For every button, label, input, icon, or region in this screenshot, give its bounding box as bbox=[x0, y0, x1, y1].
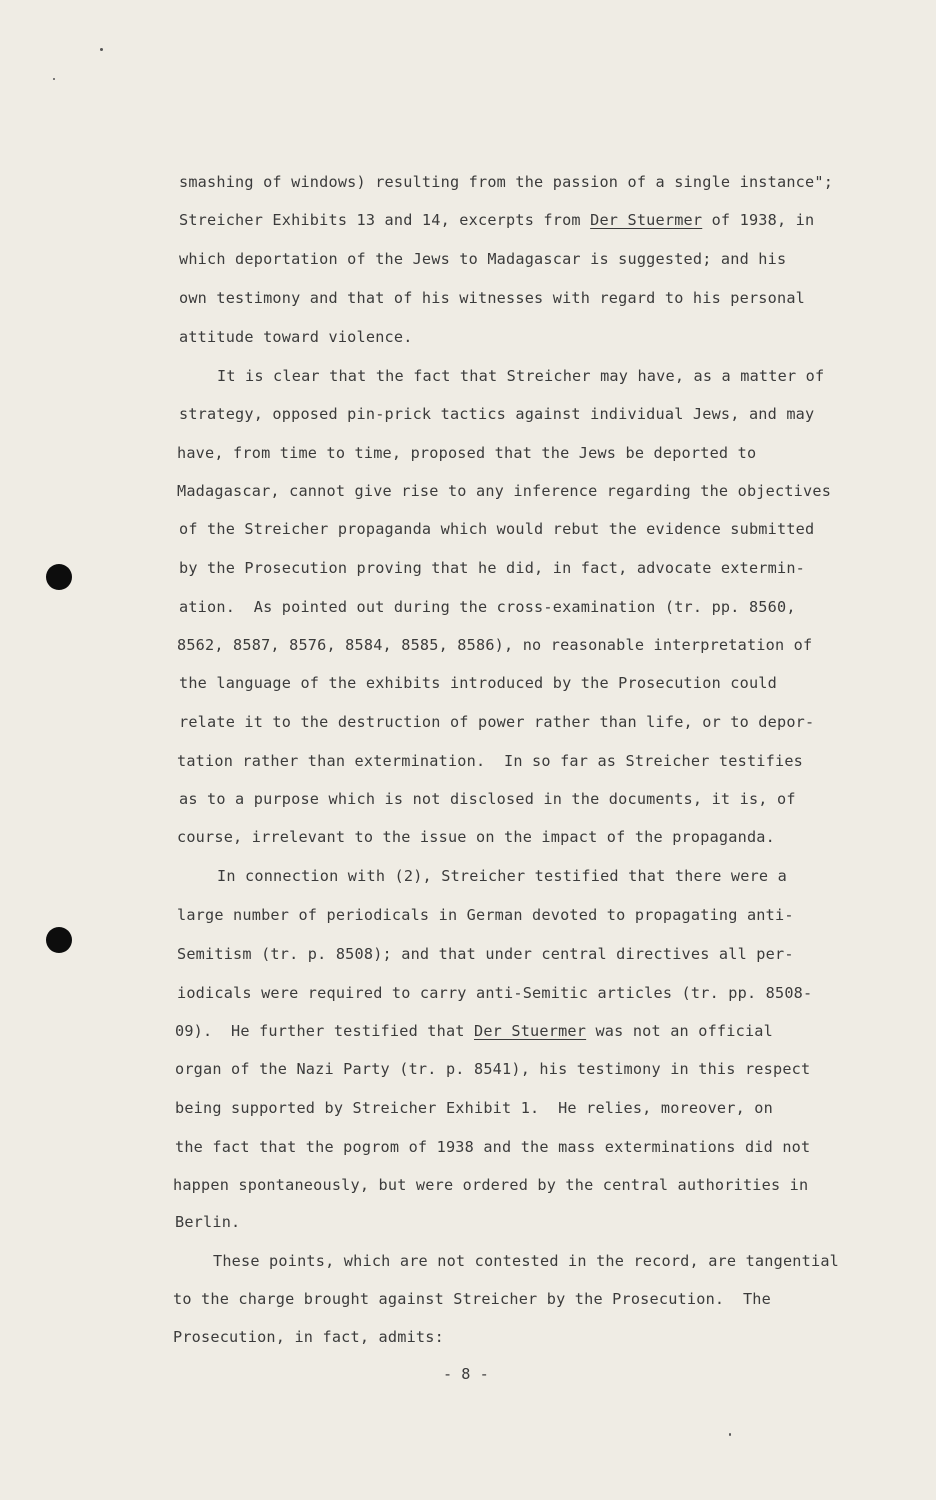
text-segment: 8562, 8587, 8576, 8584, 8585, 8586), no reasonable interpretation of bbox=[177, 636, 813, 654]
text-segment: smashing of windows) resulting from the passion of a single instance"; bbox=[179, 173, 834, 191]
punch-hole-upper bbox=[46, 564, 72, 590]
text-line bbox=[217, 866, 787, 886]
text-line bbox=[173, 1327, 444, 1347]
text-segment: the language of the exhibits introduced by the Prosecution could bbox=[179, 674, 777, 692]
text-line bbox=[175, 1137, 810, 1157]
text-line bbox=[179, 249, 786, 269]
text-line bbox=[177, 635, 812, 655]
text-segment: of the Streicher propaganda which would rebut the evidence submitted bbox=[179, 520, 815, 538]
text-segment: tation rather than extermination. In so far as Streicher testifies bbox=[177, 752, 804, 770]
text-segment: These points, which are not contested in the record, are tangential bbox=[213, 1252, 840, 1270]
text-line bbox=[177, 827, 775, 847]
underlined-title: Der Stuermer bbox=[590, 211, 703, 229]
paper-speck bbox=[100, 48, 103, 51]
text-line bbox=[179, 558, 805, 578]
text-segment: being supported by Streicher Exhibit 1. He relies, moreover, on bbox=[175, 1099, 773, 1117]
paper-speck bbox=[729, 1433, 731, 1436]
text-segment: attitude toward violence. bbox=[179, 328, 413, 346]
text-line bbox=[179, 673, 777, 693]
paper-speck bbox=[53, 78, 55, 80]
text-line bbox=[177, 481, 831, 501]
text-segment: the fact that the pogrom of 1938 and the mass exterminations did not bbox=[175, 1138, 811, 1156]
text-segment: to the charge brought against Streicher by the Prosecution. The bbox=[173, 1290, 771, 1308]
text-segment: ation. As pointed out during the cross-examination (tr. pp. 8560, bbox=[179, 598, 796, 616]
text-line bbox=[179, 519, 814, 539]
text-line bbox=[177, 443, 756, 463]
text-line bbox=[177, 944, 794, 964]
text-line bbox=[179, 712, 814, 732]
text-segment: iodicals were required to carry anti-Semitic articles (tr. pp. 8508- bbox=[177, 984, 813, 1002]
text-segment: Prosecution, in fact, admits: bbox=[173, 1328, 444, 1346]
text-line bbox=[177, 983, 812, 1003]
text-segment: In connection with (2), Streicher testified that there were a bbox=[217, 867, 787, 885]
page-number: - 8 - bbox=[443, 1365, 489, 1383]
text-segment: own testimony and that of his witnesses with regard to his personal bbox=[179, 289, 806, 307]
text-line bbox=[179, 210, 814, 230]
text-segment: as to a purpose which is not disclosed in the documents, it is, of bbox=[179, 790, 796, 808]
text-segment: have, from time to time, proposed that the Jews be deported to bbox=[177, 444, 757, 462]
text-segment: by the Prosecution proving that he did, in fact, advocate extermin- bbox=[179, 559, 806, 577]
text-line bbox=[173, 1175, 808, 1195]
underlined-title: Der Stuermer bbox=[474, 1022, 587, 1040]
text-segment: course, irrelevant to the issue on the impact of the propaganda. bbox=[177, 828, 775, 846]
text-segment: relate it to the destruction of power rather than life, or to depor- bbox=[179, 713, 815, 731]
text-segment: was not an official bbox=[586, 1022, 773, 1040]
text-segment: Semitism (tr. p. 8508); and that under central directives all per- bbox=[177, 945, 794, 963]
text-line bbox=[217, 366, 824, 386]
text-line bbox=[179, 288, 805, 308]
text-line bbox=[177, 905, 794, 925]
text-segment: It is clear that the fact that Streicher may have, as a matter of bbox=[217, 367, 825, 385]
text-segment: happen spontaneously, but were ordered by the central authorities in bbox=[173, 1176, 809, 1194]
text-segment: 09). He further testified that bbox=[175, 1022, 474, 1040]
text-line bbox=[175, 1021, 773, 1041]
text-segment: Madagascar, cannot give rise to any inference regarding the objectives bbox=[177, 482, 832, 500]
text-line bbox=[175, 1059, 810, 1079]
text-line bbox=[179, 327, 413, 347]
text-line bbox=[173, 1289, 771, 1309]
text-line bbox=[213, 1251, 839, 1271]
text-line bbox=[175, 1212, 240, 1232]
text-line bbox=[179, 597, 796, 617]
text-segment: strategy, opposed pin-prick tactics against individual Jews, and may bbox=[179, 405, 815, 423]
text-segment: of 1938, in bbox=[702, 211, 815, 229]
text-segment: Streicher Exhibits 13 and 14, excerpts from bbox=[179, 211, 591, 229]
text-segment: which deportation of the Jews to Madagascar is suggested; and his bbox=[179, 250, 787, 268]
text-line bbox=[179, 404, 814, 424]
text-line bbox=[177, 751, 803, 771]
text-line bbox=[179, 172, 833, 192]
text-line bbox=[175, 1098, 773, 1118]
text-segment: organ of the Nazi Party (tr. p. 8541), his testimony in this respect bbox=[175, 1060, 811, 1078]
text-line bbox=[179, 789, 796, 809]
text-segment: Berlin. bbox=[175, 1213, 241, 1231]
punch-hole-lower bbox=[46, 927, 72, 953]
text-segment: large number of periodicals in German devoted to propagating anti- bbox=[177, 906, 794, 924]
